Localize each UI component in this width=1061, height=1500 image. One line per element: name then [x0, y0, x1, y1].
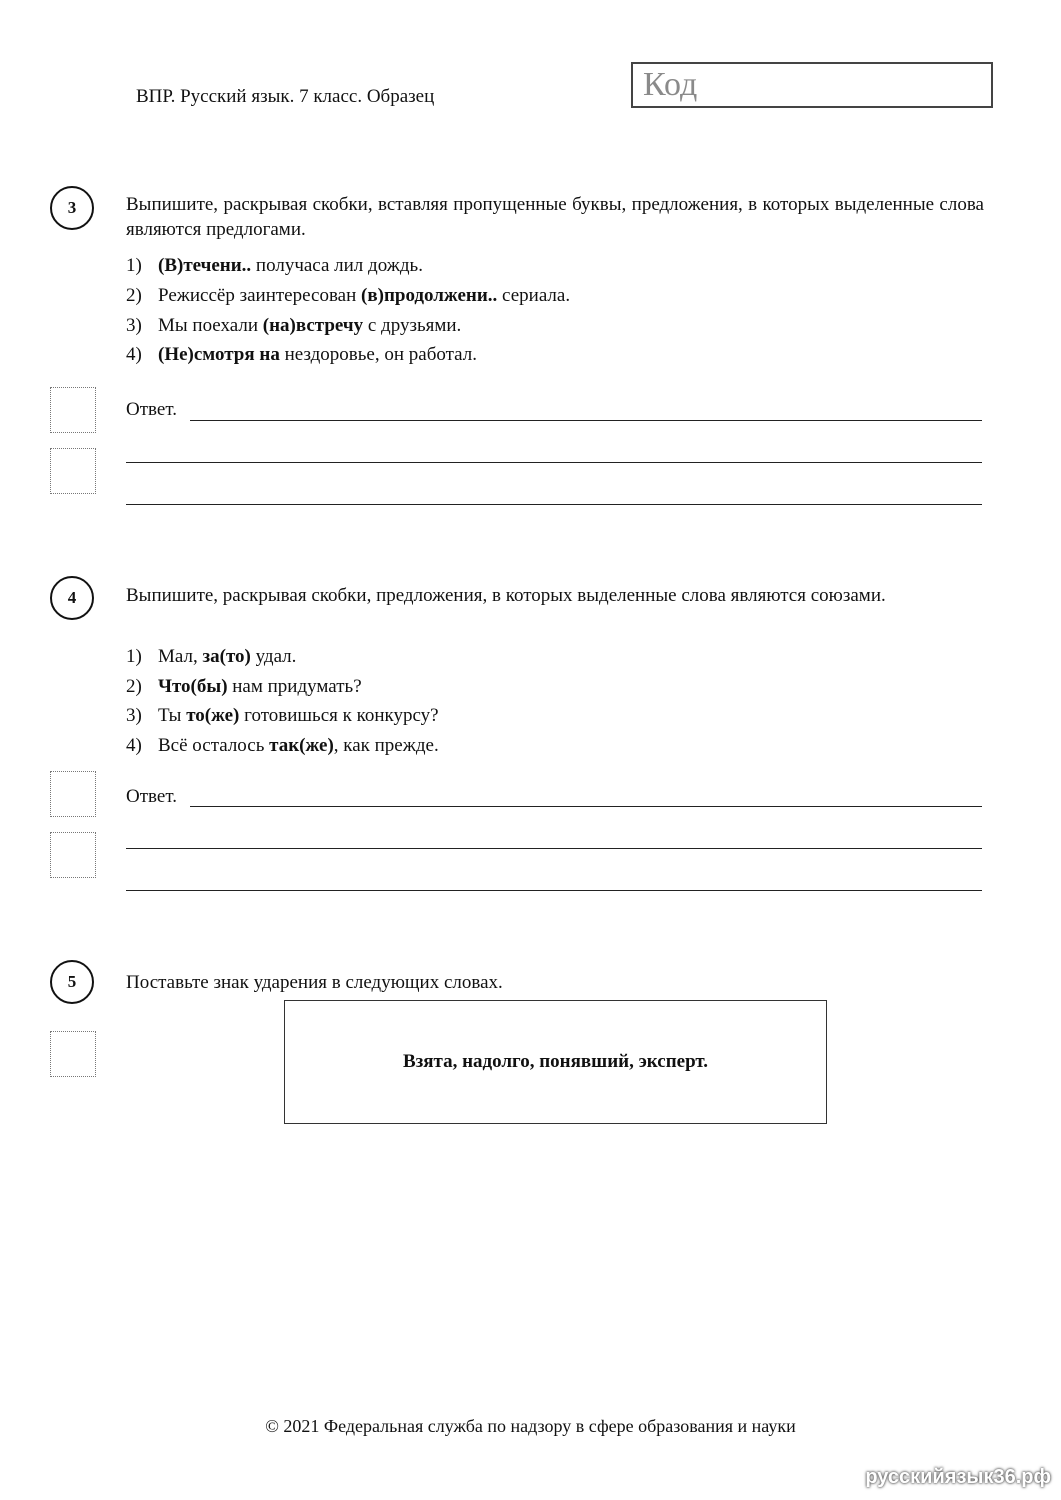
task3-answer-label: Ответ.: [126, 399, 177, 420]
task3-score-box-1[interactable]: [50, 387, 96, 433]
task5-prompt: Поставьте знак ударения в следующих словах.: [126, 972, 503, 993]
task4-option-1: 1) Мал, за(то) удал.: [126, 646, 297, 667]
task-number-5: 5: [50, 960, 94, 1004]
task4-answer-line-1[interactable]: [190, 806, 982, 807]
task4-answer-label: Ответ.: [126, 786, 177, 807]
task3-option-3: 3) Мы поехали (на)встречу с друзьями.: [126, 315, 462, 336]
task4-option-3: 3) Ты то(же) готовишься к конкурсу?: [126, 705, 439, 726]
task3-prompt: Выпишите, раскрывая скобки, вставляя пропущенные буквы, предложения, в которых выделенные слова являются предлогами.: [126, 194, 984, 240]
task3-score-box-2[interactable]: [50, 448, 96, 494]
task4-prompt: Выпишите, раскрывая скобки, предложения, в которых выделенные слова являются союзами.: [126, 585, 886, 606]
task4-option-4: 4) Всё осталось так(же), как прежде.: [126, 735, 439, 756]
task5-words-frame: [284, 1000, 827, 1124]
task-number-3: 3: [50, 186, 94, 230]
task3-answer-line-1[interactable]: [190, 420, 982, 421]
header-title: ВПР. Русский язык. 7 класс. Образец: [136, 86, 435, 107]
task4-answer-line-2[interactable]: [126, 848, 982, 849]
task5-words: Взята, надолго, понявший, эксперт.: [402, 1051, 709, 1072]
footer-copyright: © 2021 Федеральная служба по надзору в сфере образования и науки: [265, 1416, 796, 1436]
code-label: Код: [643, 66, 698, 103]
code-field[interactable]: [631, 62, 993, 108]
task4-score-box-1[interactable]: [50, 771, 96, 817]
task4-score-box-2[interactable]: [50, 832, 96, 878]
task-number-4: 4: [50, 576, 94, 620]
task5-score-box[interactable]: [50, 1031, 96, 1077]
task3-answer-line-2[interactable]: [126, 462, 982, 463]
task3-option-2: 2) Режиссёр заинтересован (в)продолжени.. сериала.: [126, 285, 571, 306]
task4-answer-line-3[interactable]: [126, 890, 982, 891]
watermark: русскийязык36.рф: [865, 1466, 1051, 1488]
task3-option-1: 1) (В)течени.. получаса лил дождь.: [126, 255, 423, 276]
task4-option-2: 2) Что(бы) нам придумать?: [126, 676, 362, 697]
task3-option-4: 4) (Не)смотря на нездоровье, он работал.: [126, 344, 477, 365]
task3-answer-line-3[interactable]: [126, 504, 982, 505]
